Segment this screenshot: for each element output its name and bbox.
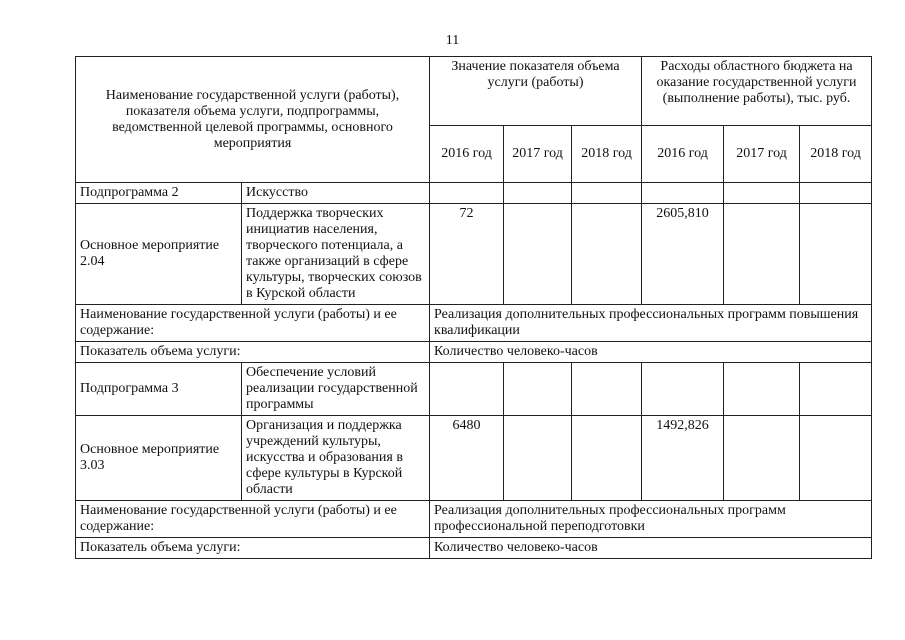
- service-value: Реализация дополнительных профессиональных программ повышения квалификации: [430, 305, 872, 342]
- indicator-value: Количество человеко-часов: [430, 538, 872, 559]
- year-header: 2016 год: [642, 126, 724, 183]
- table-row: [76, 363, 872, 416]
- header-budget-cell: Расходы областного бюджета на оказание государственной услуги (выполнение работы), тыс. руб.: [642, 57, 872, 126]
- year-header: 2016 год: [430, 126, 504, 183]
- row-name: Поддержка творческих инициатив населения, творческого потенциала, а также организаций в сфере культуры, творческих союзов в Курской области: [242, 204, 430, 305]
- table-row: [76, 342, 872, 363]
- table-row: [76, 183, 872, 204]
- table-row: [76, 416, 872, 501]
- table-row: [76, 305, 872, 342]
- row-label: Подпрограмма 2: [76, 183, 242, 204]
- row-name: Организация и поддержка учреждений культуры, искусства и образования в сфере культуры в Курской области: [242, 416, 430, 501]
- indicator-label: Показатель объема услуги:: [76, 342, 430, 363]
- row-label: Подпрограмма 3: [76, 363, 242, 416]
- year-header: 2018 год: [800, 126, 872, 183]
- table-row: [76, 501, 872, 538]
- table-row: [76, 204, 872, 305]
- year-header: 2017 год: [504, 126, 572, 183]
- service-label: Наименование государственной услуги (работы) и ее содержание:: [76, 305, 430, 342]
- program-table: [75, 56, 872, 559]
- expense-2016: 2605,810: [642, 204, 724, 305]
- volume-2016: 6480: [430, 416, 504, 501]
- row-name: Искусство: [242, 183, 430, 204]
- page-number: 11: [445, 33, 460, 48]
- table-row: [76, 538, 872, 559]
- indicator-label: Показатель объема услуги:: [76, 538, 430, 559]
- header-volume-cell: Значение показателя объема услуги (работы): [430, 57, 642, 126]
- row-name: Обеспечение условий реализации государственной программы: [242, 363, 430, 416]
- service-label: Наименование государственной услуги (работы) и ее содержание:: [76, 501, 430, 538]
- year-header: 2018 год: [572, 126, 642, 183]
- header-name-cell: Наименование государственной услуги (работы), показателя объема услуги, подпрограммы, ведомственной целевой программы, основного мероприятия: [76, 57, 430, 183]
- service-value: Реализация дополнительных профессиональных программ профессиональной переподготовки: [430, 501, 872, 538]
- volume-2016: 72: [430, 204, 504, 305]
- indicator-value: Количество человеко-часов: [430, 342, 872, 363]
- row-label: Основное мероприятие 2.04: [76, 204, 242, 305]
- expense-2016: 1492,826: [642, 416, 724, 501]
- header-row: [76, 57, 872, 126]
- row-label: Основное мероприятие 3.03: [76, 416, 242, 501]
- year-header: 2017 год: [724, 126, 800, 183]
